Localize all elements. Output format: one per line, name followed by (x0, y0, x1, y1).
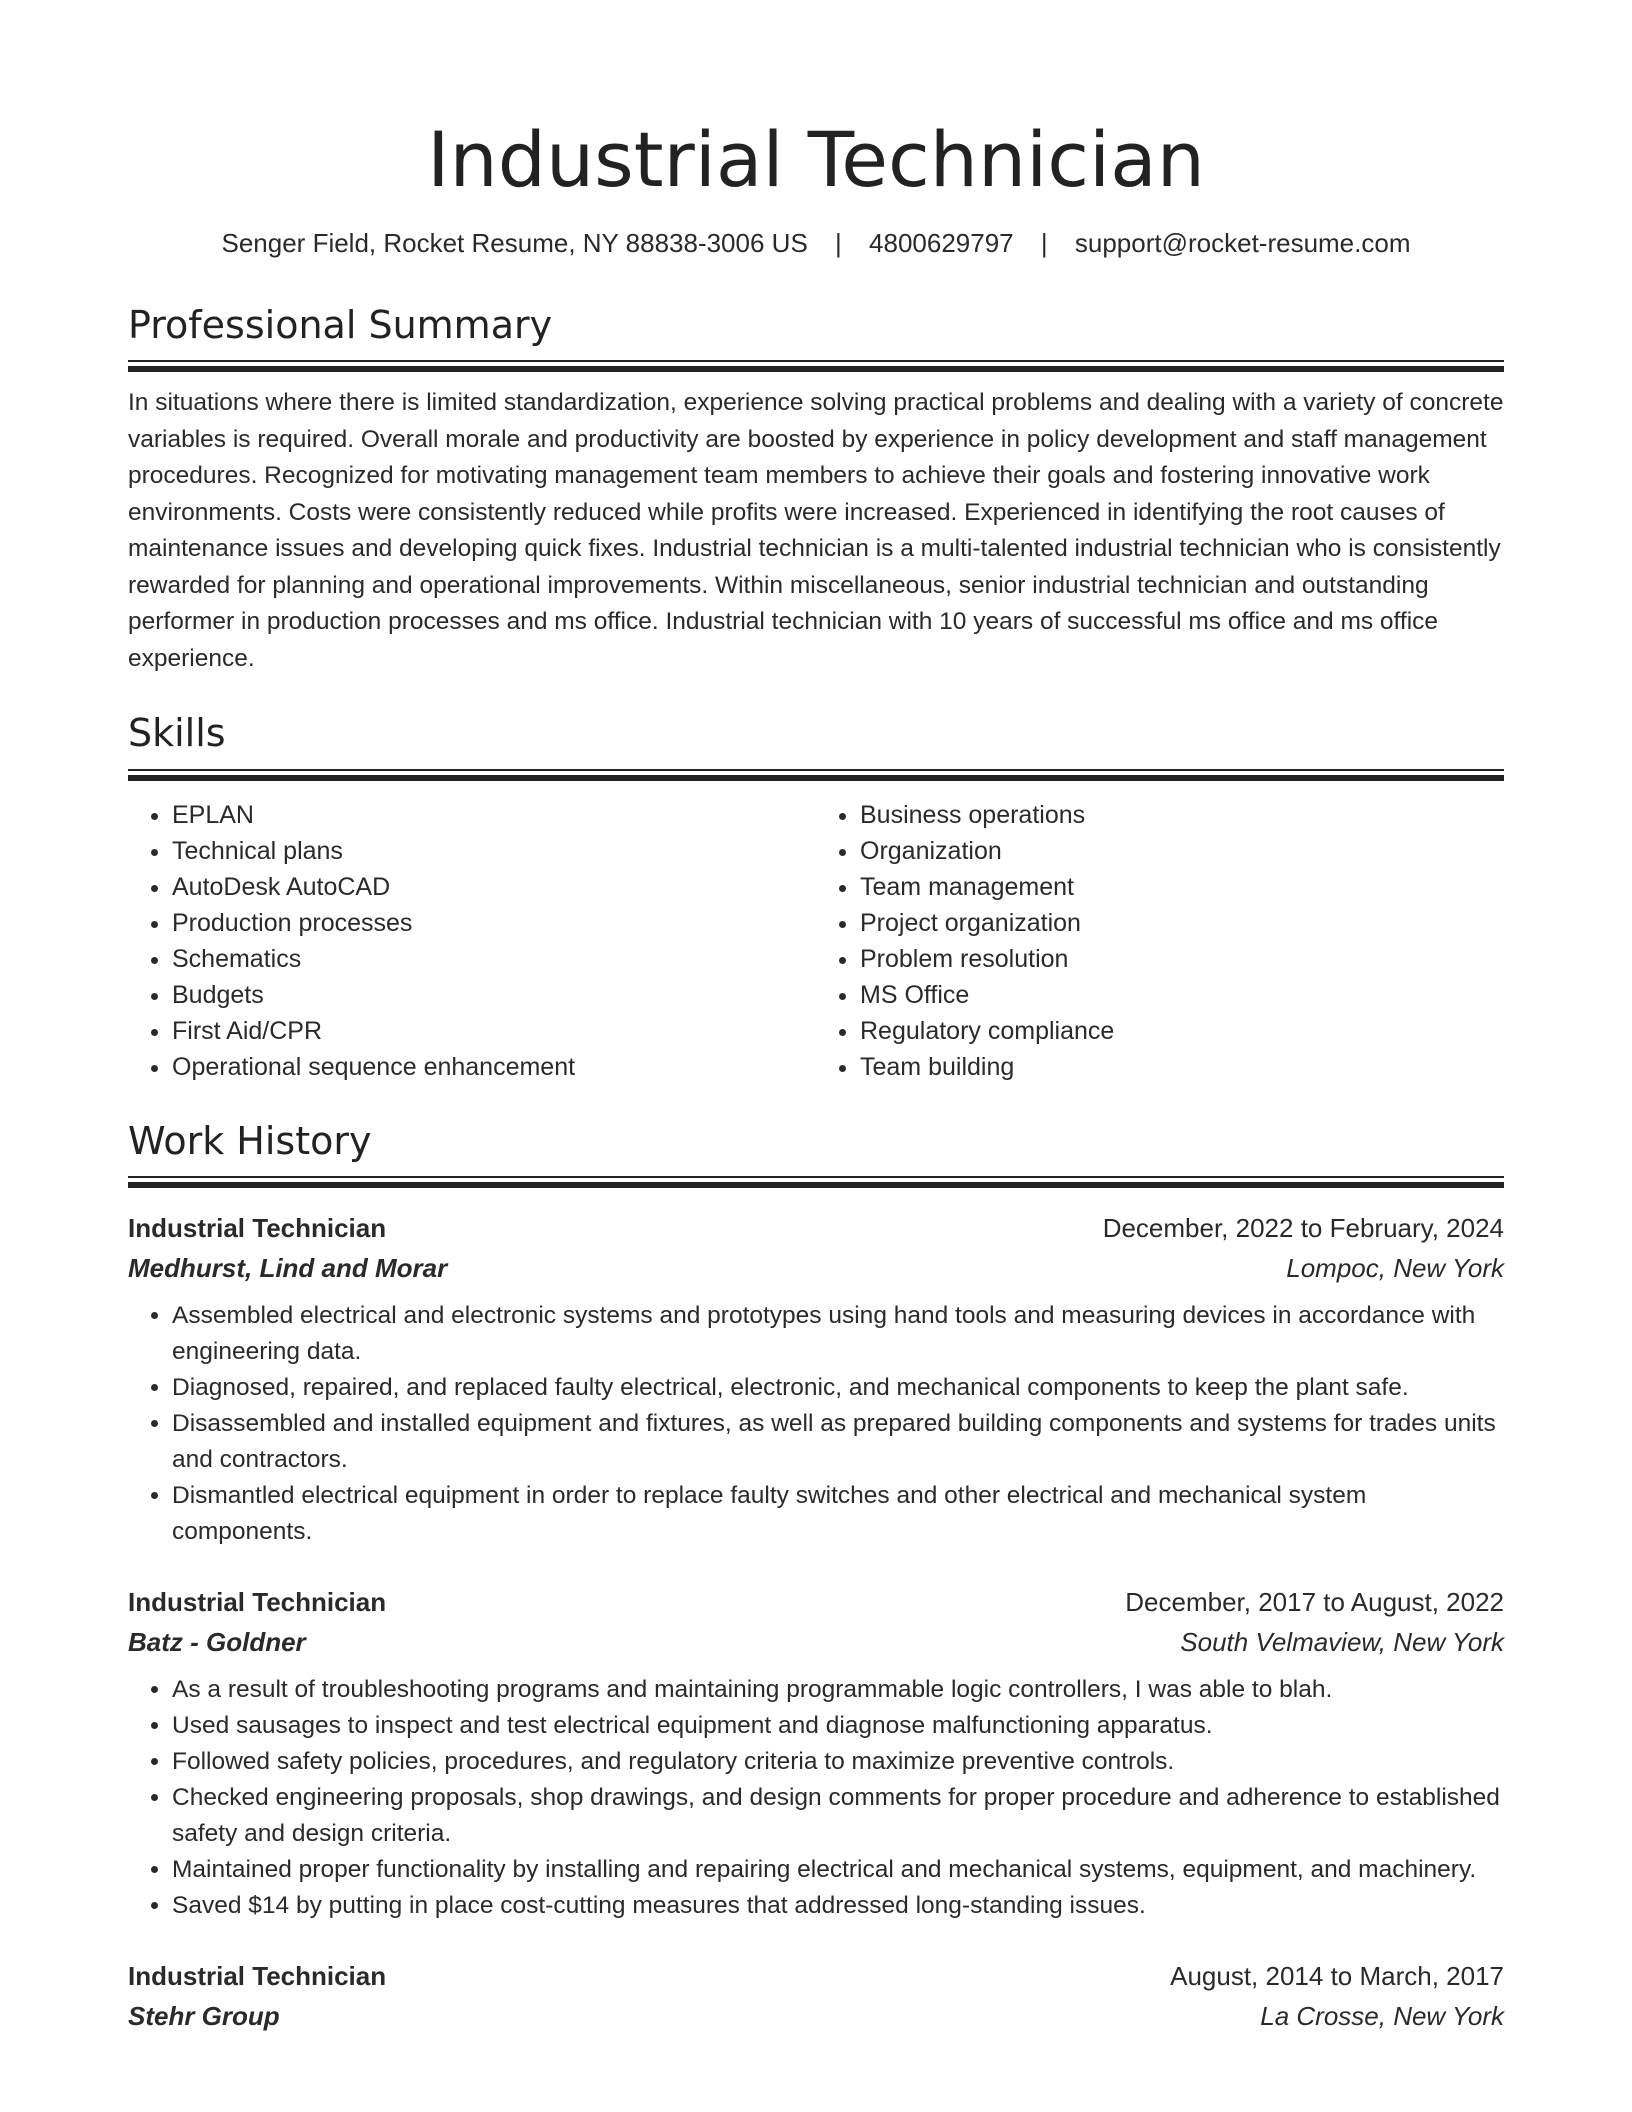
job-dates: August, 2014 to March, 2017 (1170, 1961, 1504, 1992)
skills-right-list (816, 797, 1504, 1085)
job-bullet: • Disassembled and installed equipment and fixtures, as well as prepared building components and systems for trades units and contractors. (172, 1406, 1504, 1478)
skills-section (128, 711, 1504, 1085)
section-divider (128, 769, 1504, 781)
skill-item: • Production processes (172, 905, 816, 941)
skills-heading: Skills (128, 711, 226, 756)
job-company: Batz - Goldner (128, 1627, 306, 1658)
job-company: Medhurst, Lind and Morar (128, 1253, 448, 1284)
job-bullet: • Used sausages to inspect and test electrical equipment and diagnose malfunctioning apparatus. (172, 1708, 1504, 1744)
skill-item: • Team management (860, 869, 1504, 905)
email: support@rocket-resume.com (1074, 227, 1411, 258)
job-bullets (128, 1672, 1504, 1924)
skill-item: • Problem resolution (860, 941, 1504, 977)
skills-left-list (128, 797, 816, 1085)
skill-item: • Team building (860, 1049, 1504, 1085)
skill-item: • First Aid/CPR (172, 1013, 816, 1049)
section-divider (128, 1176, 1504, 1188)
candidate-name: Industrial Technician (427, 115, 1205, 204)
contact-line (128, 228, 1504, 259)
job-bullet: • Maintained proper functionality by installing and repairing electrical and mechanical systems, equipment, and machinery. (172, 1852, 1504, 1888)
skill-item: • EPLAN (172, 797, 816, 833)
address: Senger Field, Rocket Resume, NY 88838-3006 US (221, 227, 808, 258)
job-bullet: • Diagnosed, repaired, and replaced faulty electrical, electronic, and mechanical components to keep the plant safe. (172, 1370, 1504, 1406)
skill-item: • Project organization (860, 905, 1504, 941)
job-location: La Crosse, New York (1260, 2001, 1504, 2032)
skill-item: • Schematics (172, 941, 816, 977)
summary-section (128, 303, 1504, 678)
phone: 4800629797 (869, 227, 1014, 258)
skill-item: • Operational sequence enhancement (172, 1049, 816, 1085)
job-bullet: • As a result of troubleshooting programs and maintaining programmable logic controllers, I was able to blah. (172, 1672, 1504, 1708)
summary-heading: Professional Summary (128, 302, 553, 347)
skill-item: • MS Office (860, 977, 1504, 1013)
job-bullet: • Followed safety policies, procedures, and regulatory criteria to maximize preventive controls. (172, 1744, 1504, 1780)
job-title: Industrial Technician (128, 1961, 387, 1992)
work-history-heading: Work History (128, 1118, 372, 1163)
job-dates: December, 2017 to August, 2022 (1125, 1587, 1504, 1618)
job-bullet: • Checked engineering proposals, shop drawings, and design comments for proper procedure and adherence to established safety and design criteria. (172, 1780, 1504, 1852)
skill-item: • AutoDesk AutoCAD (172, 869, 816, 905)
job-dates: December, 2022 to February, 2024 (1102, 1213, 1504, 1244)
skill-item: • Organization (860, 833, 1504, 869)
job-company: Stehr Group (128, 2001, 280, 2032)
job-location: Lompoc, New York (1286, 1253, 1504, 1284)
job-location: South Velmaview, New York (1180, 1627, 1504, 1658)
contact-separator: | (835, 227, 842, 258)
contact-separator: | (1040, 227, 1048, 258)
skills-columns (128, 797, 1504, 1085)
skill-item: • Budgets (172, 977, 816, 1013)
skill-item: • Business operations (860, 797, 1504, 833)
job-entry (128, 1582, 1504, 1924)
job-title: Industrial Technician (128, 1213, 387, 1244)
section-divider (128, 360, 1504, 372)
job-entry (128, 1208, 1504, 1550)
skill-item: • Technical plans (172, 833, 816, 869)
job-bullet: • Dismantled electrical equipment in order to replace faulty switches and other electrical and mechanical system components. (172, 1478, 1504, 1550)
job-entry (128, 1956, 1504, 2036)
work-history-section (128, 1119, 1504, 2037)
job-bullets (128, 1298, 1504, 1550)
summary-text: In situations where there is limited standardization, experience solving practical problems and dealing with a variety of concrete variables is required. Overall morale and productivity are boosted by experience in policy development and staff management procedures. Recognized for motivating management team members to achieve their goals and fostering innovative work environments. Costs were consistently reduced while profits were increased. Experienced in identifying the root causes of maintenance issues and developing quick fixes. Industrial technician is a multi-talented industrial technician who is consistently rewarded for planning and operational improvements. Within miscellaneous, senior industrial technician and outstanding performer in production processes and ms office. Industrial technician with 10 years of successful ms office and ms office experience. (128, 389, 1504, 672)
skill-item: • Regulatory compliance (860, 1013, 1504, 1049)
job-bullet: • Assembled electrical and electronic systems and prototypes using hand tools and measuring devices in accordance with engineering data. (172, 1298, 1504, 1370)
job-bullet: • Saved $14 by putting in place cost-cutting measures that addressed long-standing issues. (172, 1888, 1504, 1924)
job-title: Industrial Technician (128, 1587, 387, 1618)
